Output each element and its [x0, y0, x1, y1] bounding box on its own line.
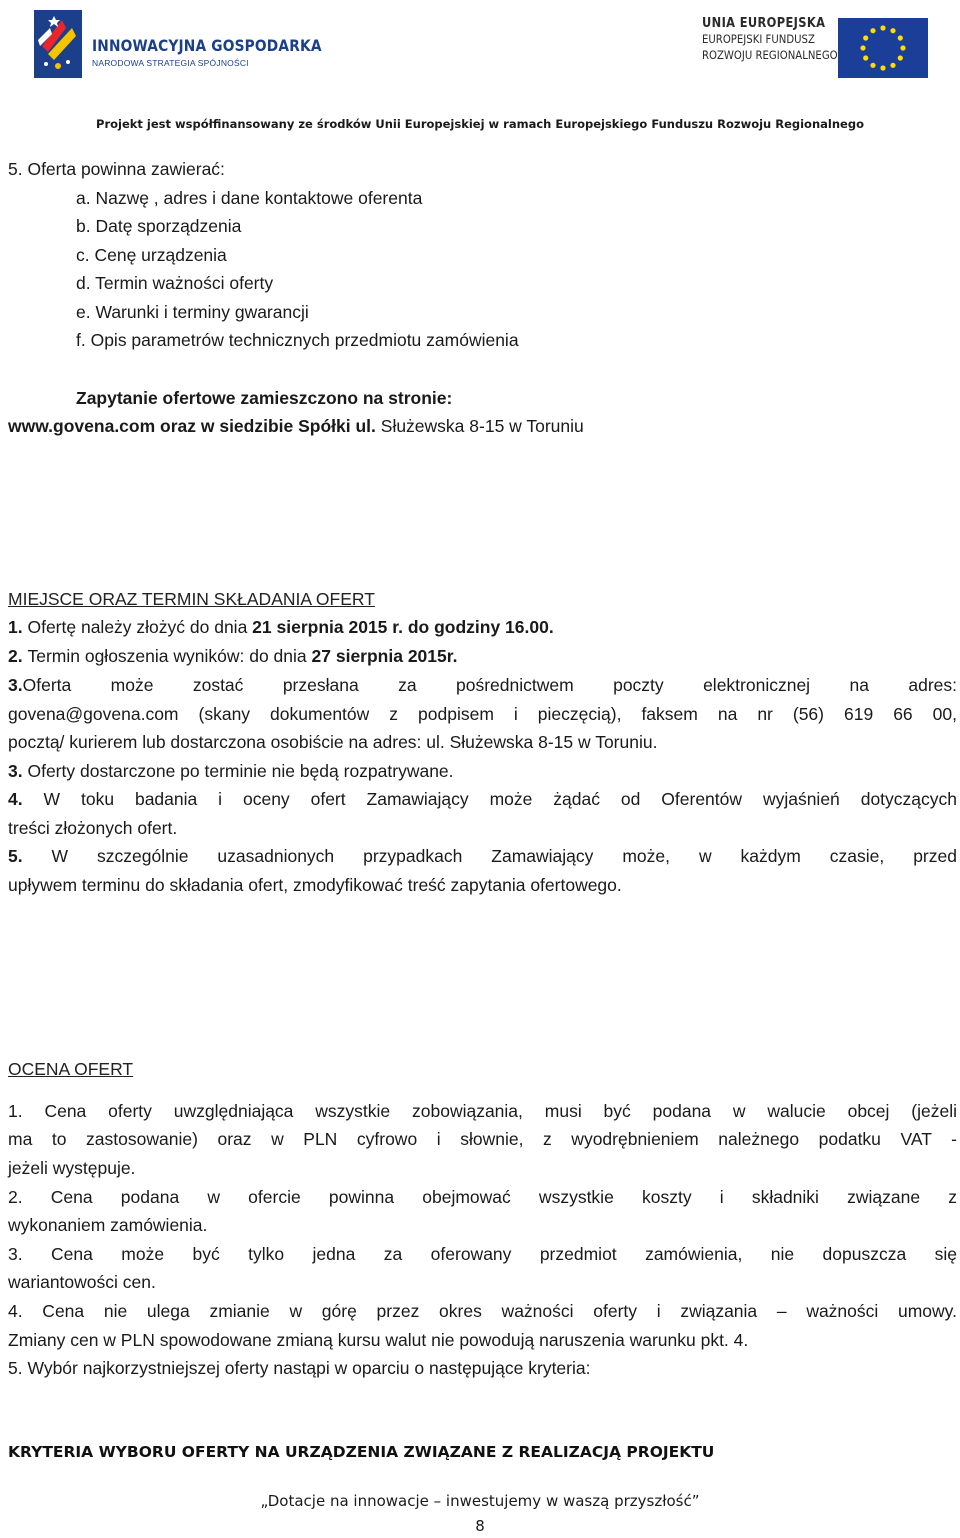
- evaluation-line: 4. Cena nie ulega zmianie w górę przez okres ważności oferty i związania – ważności umowy.: [8, 1301, 957, 1321]
- point-text: W toku badania i oceny ofert Zamawiający może żądać od Oferentów wyjaśnień dotyczących: [43, 789, 958, 809]
- evaluation-line: Zmiany cen w PLN spowodowane zmianą kursu walut nie powodują naruszenia warunku pkt. 4.: [8, 1330, 749, 1350]
- evaluation-section-heading: OCENA OFERT: [8, 1059, 134, 1079]
- submission-point-2: [8, 645, 457, 667]
- submission-point-6-line1: [8, 845, 957, 867]
- list-item: c. Cenę urządzenia: [76, 245, 227, 265]
- publish-address: Służewska 8-15 w Toruniu: [375, 416, 584, 436]
- point-text: Ofertę należy złożyć do dnia: [27, 617, 253, 637]
- submission-point-3-line3: pocztą/ kurierem lub dostarczona osobiście na adres: ul. Służewska 8-15 w Toruniu.: [8, 732, 658, 752]
- deadline-date: 21 sierpnia 2015 r. do godziny 16.00.: [252, 617, 554, 637]
- point-number: 4.: [8, 789, 44, 809]
- evaluation-line: wariantowości cen.: [8, 1272, 156, 1292]
- offer-contents-heading: 5. Oferta powinna zawierać:: [8, 159, 225, 179]
- list-item: e. Warunki i terminy gwarancji: [76, 302, 309, 322]
- list-item: f. Opis parametrów technicznych przedmiotu zamówienia: [76, 330, 519, 350]
- ig-logo-name: INNOWACYJNA GOSPODARKA: [92, 36, 322, 55]
- publish-info-line1: Zapytanie ofertowe zamieszczono na stronie:: [76, 388, 453, 408]
- point-number: 3.: [8, 761, 28, 781]
- submission-point-5-line2: treści złożonych ofert.: [8, 818, 178, 838]
- point-text: W szczególnie uzasadnionych przypadkach Zamawiający może, w każdym czasie, przed: [51, 846, 957, 866]
- cofinancing-note: Projekt jest współfinansowany ze środków Unii Europejskiej w ramach Europejskiego Funduszu Rozwoju Regionalnego: [96, 117, 864, 131]
- evaluation-line: jeżeli występuje.: [8, 1158, 136, 1178]
- point-text: Oferta może zostać przesłana za pośrednictwem poczty elektronicznej na adres:: [22, 675, 957, 695]
- submission-point-1: [8, 616, 554, 638]
- page-header: [0, 0, 960, 140]
- ig-logo-subtitle: NARODOWA STRATEGIA SPÓJNOŚCI: [92, 58, 249, 68]
- evaluation-line: 2. Cena podana w ofercie powinna obejmować wszystkie koszty i składniki związane z: [8, 1187, 957, 1207]
- point-number: 3.: [8, 675, 23, 695]
- publish-info-line2: [8, 415, 584, 437]
- submission-point-3-line2: govena@govena.com (skany dokumentów z podpisem i pieczęcią), faksem na nr (56) 619 66 00,: [8, 704, 957, 724]
- footer-motto: „Dotacje na innowacje – inwestujemy w waszą przyszłość”: [260, 1492, 700, 1510]
- list-item: b. Datę sporządzenia: [76, 216, 242, 236]
- eu-flag-icon: [838, 18, 928, 78]
- results-date: 27 sierpnia 2015r.: [311, 646, 458, 666]
- evaluation-line: ma to zastosowanie) oraz w PLN cyfrowo i słownie, z wyodrębnieniem należnego podatku VAT -: [8, 1129, 957, 1149]
- submission-point-5-line1: [8, 788, 957, 810]
- page-number: 8: [475, 1517, 485, 1535]
- point-number: 5.: [8, 846, 52, 866]
- point-text: Oferty dostarczone po terminie nie będą rozpatrywane.: [27, 761, 454, 781]
- list-item: a. Nazwę , adres i dane kontaktowe oferenta: [76, 188, 423, 208]
- point-text: Termin ogłoszenia wyników: do dnia: [27, 646, 312, 666]
- submission-point-3-line1: [8, 674, 957, 696]
- submission-point-6-line2: upływem terminu do składania ofert, zmodyfikować treść zapytania ofertowego.: [8, 875, 622, 895]
- point-number: 1.: [8, 617, 28, 637]
- evaluation-line: wykonaniem zamówienia.: [8, 1215, 208, 1235]
- innowacyjna-gospodarka-logo: [28, 6, 322, 82]
- ig-emblem-icon: [28, 6, 88, 82]
- list-item: d. Termin ważności oferty: [76, 273, 274, 293]
- publish-website: www.govena.com oraz w siedzibie Spółki ul.: [8, 416, 376, 436]
- eu-logo-line2: ROZWOJU REGIONALNEGO: [702, 48, 838, 62]
- criteria-heading: KRYTERIA WYBORU OFERTY NA URZĄDZENIA ZWIĄZANE Z REALIZACJĄ PROJEKTU: [8, 1443, 715, 1461]
- evaluation-line: 1. Cena oferty uwzględniająca wszystkie zobowiązania, musi być podana w walucie obcej (jeżeli: [8, 1101, 957, 1121]
- eu-fund-logo: [696, 16, 936, 80]
- eu-logo-title: UNIA EUROPEJSKA: [702, 16, 826, 31]
- point-number: 2.: [8, 646, 28, 666]
- submission-point-4: [8, 760, 454, 782]
- eu-logo-line1: EUROPEJSKI FUNDUSZ: [702, 32, 815, 46]
- evaluation-line: 5. Wybór najkorzystniejszej oferty nastąpi w oparciu o następujące kryteria:: [8, 1358, 591, 1378]
- evaluation-line: 3. Cena może być tylko jedna za oferowany przedmiot zamówienia, nie dopuszcza się: [8, 1244, 957, 1264]
- submission-section-heading: MIEJSCE ORAZ TERMIN SKŁADANIA OFERT: [8, 589, 375, 609]
